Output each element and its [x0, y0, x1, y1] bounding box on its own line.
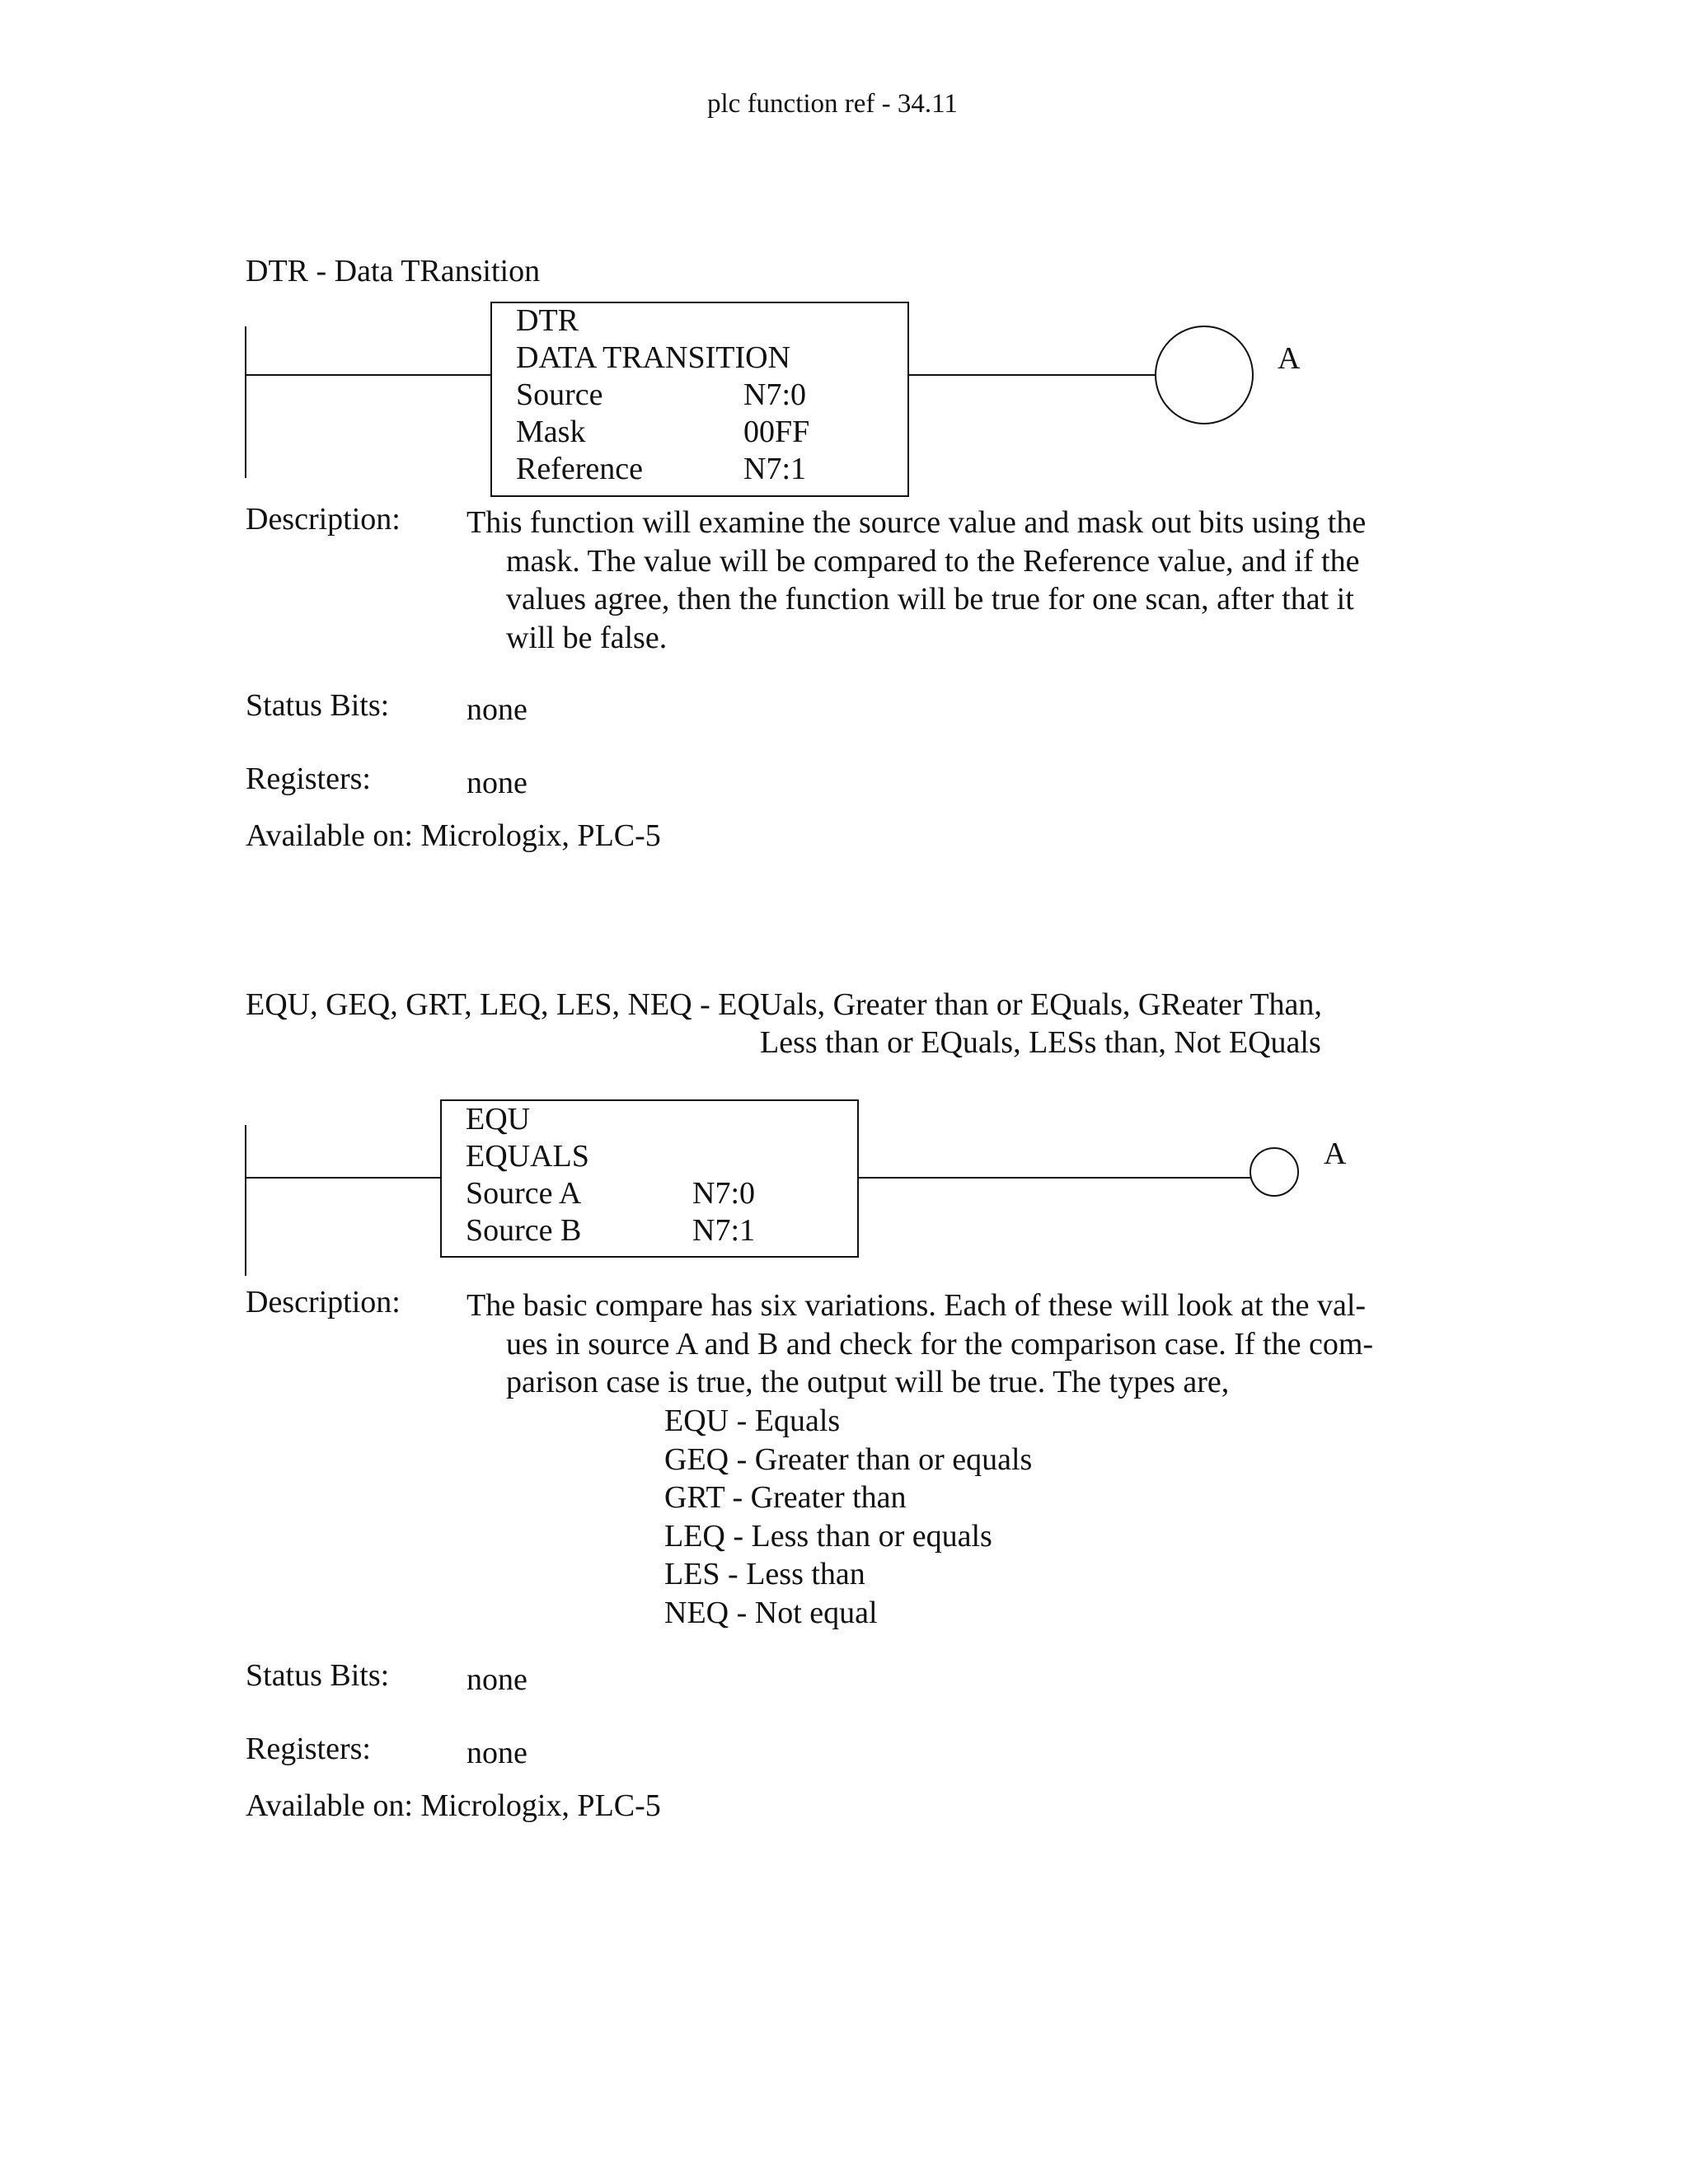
list-item: LES - Less than: [664, 1557, 865, 1591]
list-item: GEQ - Greater than or equals: [664, 1441, 1033, 1477]
equ-block-name: EQUALS: [466, 1139, 589, 1174]
description-line: values agree, then the function will be true for one scan, after that it: [506, 582, 1354, 616]
section-title-compare: EQU, GEQ, GRT, LEQ, LES, NEQ - EQUals, Greater than or EQuals, GReater Than,: [246, 987, 1322, 1022]
registers-label: Registers:: [246, 1732, 371, 1766]
description-line: The basic compare has six variations. Each of these will look at the val-: [467, 1288, 1367, 1323]
output-coil-icon: [1250, 1148, 1298, 1196]
page-header: plc function ref - 34.11: [707, 89, 958, 119]
description-line: mask. The value will be compared to the Reference value, and if the: [506, 543, 1360, 579]
equ-param-value: N7:0: [692, 1176, 755, 1211]
description-line: This function will examine the source value and mask out bits using the: [467, 505, 1367, 540]
dtr-param-label: Reference: [516, 452, 643, 486]
registers-value: none: [467, 1736, 528, 1770]
equ-description: [467, 1286, 1373, 1402]
dtr-param-value: N7:0: [743, 377, 806, 412]
list-item: LEQ - Less than or equals: [664, 1518, 992, 1554]
status-bits-value: none: [467, 692, 528, 727]
list-item: GRT - Greater than: [664, 1480, 907, 1515]
description-line: will be false.: [506, 620, 668, 655]
status-bits-label: Status Bits:: [246, 1658, 390, 1693]
dtr-block-name: DATA TRANSITION: [516, 340, 790, 375]
available-on: Available on: Micrologix, PLC-5: [246, 1788, 661, 1823]
section-title-compare-cont: Less than or EQuals, LESs than, Not EQuals: [760, 1025, 1321, 1060]
list-item: NEQ - Not equal: [664, 1595, 878, 1630]
registers-label: Registers:: [246, 762, 371, 796]
dtr-param-value: 00FF: [743, 415, 810, 449]
dtr-param-label: Mask: [516, 415, 586, 449]
dtr-param-label: Source: [516, 377, 603, 412]
coil-label: A: [1278, 341, 1301, 376]
description-line: ues in source A and B and check for the comparison case. If the com-: [506, 1326, 1374, 1361]
description-label: Description:: [246, 502, 401, 537]
description-label: Description:: [246, 1285, 401, 1319]
status-bits-label: Status Bits:: [246, 688, 390, 723]
equ-param-value: N7:1: [692, 1213, 755, 1248]
section-title-dtr: DTR - Data TRansition: [246, 254, 541, 288]
status-bits-value: none: [467, 1662, 528, 1697]
list-item: EQU - Equals: [664, 1404, 841, 1438]
equ-param-label: Source A: [466, 1176, 582, 1211]
dtr-block-mnemonic: DTR: [516, 303, 579, 338]
available-on: Available on: Micrologix, PLC-5: [246, 818, 661, 853]
compare-types-list: [664, 1402, 1032, 1632]
equ-param-label: Source B: [466, 1213, 582, 1248]
coil-label: A: [1324, 1137, 1347, 1171]
registers-value: none: [467, 766, 528, 800]
dtr-param-value: N7:1: [743, 452, 806, 486]
description-line: parison case is true, the output will be true. The types are,: [506, 1365, 1230, 1399]
equ-block-mnemonic: EQU: [466, 1102, 531, 1137]
